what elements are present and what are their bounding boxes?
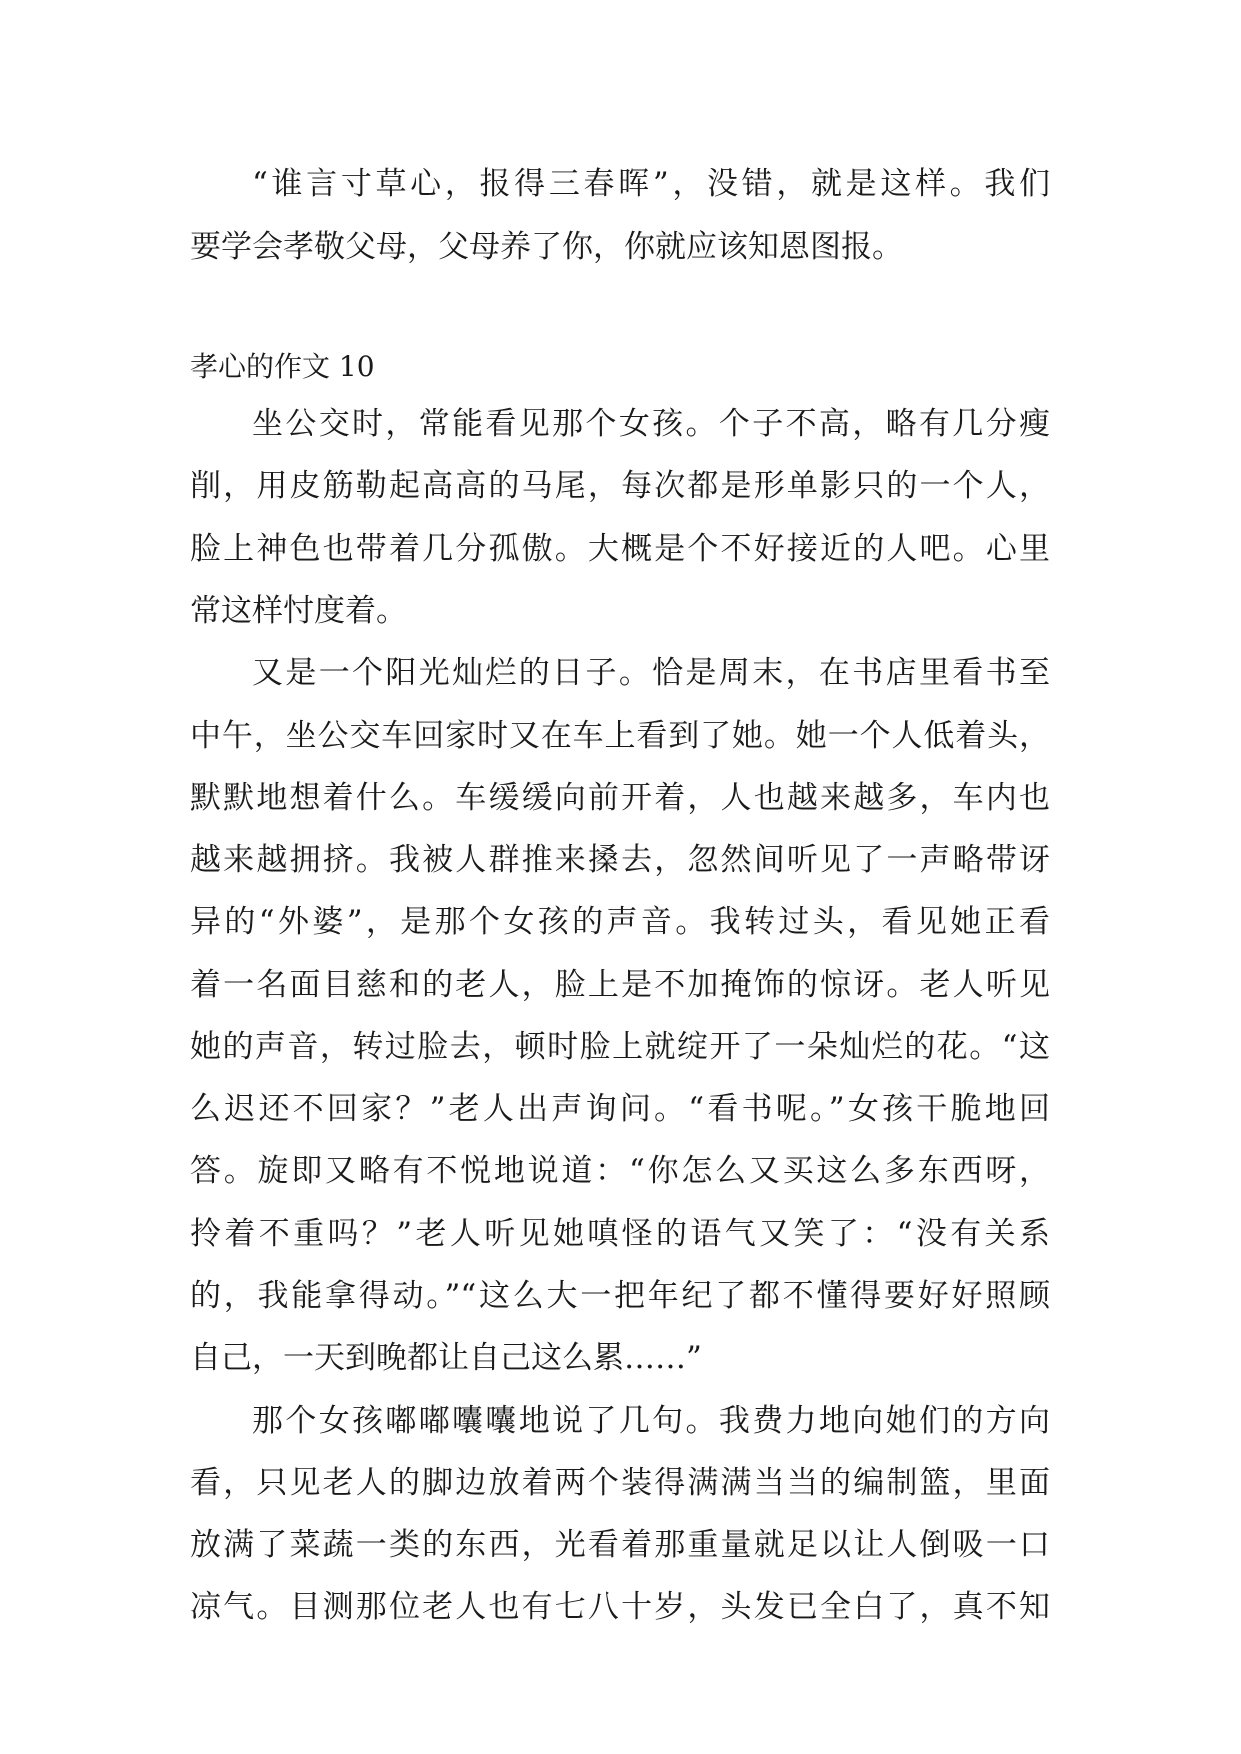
section-heading: 孝心的作文 10: [190, 350, 375, 383]
body-paragraph-2-line-5: 异的“外婆”，是那个女孩的声音。我转过头，看见她正看: [190, 904, 1050, 940]
body-paragraph-2-line-3: 默默地想着什么。车缓缓向前开着，人也越来越多，车内也: [190, 780, 1050, 816]
body-paragraph-1-line-2: 削，用皮筋勒起高高的马尾，每次都是形单影只的一个人，: [190, 468, 1050, 504]
body-paragraph-3-line-4: 凉气。目测那位老人也有七八十岁，头发已全白了，真不知: [190, 1589, 1050, 1625]
paragraph-1-line-2: 要学会孝敬父母，父母养了你，你就应该知恩图报。: [190, 229, 903, 265]
body-paragraph-1-line-1: 坐公交时，常能看见那个女孩。个子不高，略有几分瘦: [252, 406, 1050, 442]
body-paragraph-3-line-3: 放满了菜蔬一类的东西，光看着那重量就足以让人倒吸一口: [190, 1527, 1050, 1563]
body-paragraph-2-line-12: 自己，一天到晚都让自己这么累……”: [190, 1340, 702, 1376]
body-paragraph-2-line-11: 的，我能拿得动。”“这么大一把年纪了都不懂得要好好照顾: [190, 1278, 1050, 1314]
body-paragraph-1-line-3: 脸上神色也带着几分孤傲。大概是个不好接近的人吧。心里: [190, 531, 1050, 567]
body-paragraph-2-line-7: 她的声音，转过脸去，顿时脸上就绽开了一朵灿烂的花。“这: [190, 1029, 1050, 1065]
body-paragraph-2-line-6: 着一名面目慈和的老人，脸上是不加掩饰的惊讶。老人听见: [190, 967, 1050, 1003]
body-paragraph-2-line-9: 答。旋即又略有不悦地说道：“你怎么又买这么多东西呀，: [190, 1153, 1050, 1189]
body-paragraph-2-line-10: 拎着不重吗？”老人听见她嗔怪的语气又笑了：“没有关系: [190, 1216, 1050, 1252]
body-paragraph-1-line-4: 常这样忖度着。: [190, 593, 407, 629]
body-paragraph-2-line-1: 又是一个阳光灿烂的日子。恰是周末，在书店里看书至: [252, 655, 1050, 691]
body-paragraph-3-line-2: 看，只见老人的脚边放着两个装得满满当当的编制篮，里面: [190, 1465, 1050, 1501]
paragraph-1-line-1: “谁言寸草心，报得三春晖”，没错，就是这样。我们: [252, 166, 1050, 202]
body-paragraph-2-line-4: 越来越拥挤。我被人群推来搡去，忽然间听见了一声略带讶: [190, 842, 1050, 878]
body-paragraph-2-line-8: 么迟还不回家？”老人出声询问。“看书呢。”女孩干脆地回: [190, 1091, 1050, 1127]
body-paragraph-3-line-1: 那个女孩嘟嘟囔囔地说了几句。我费力地向她们的方向: [252, 1403, 1050, 1439]
body-paragraph-2-line-2: 中午，坐公交车回家时又在车上看到了她。她一个人低着头，: [190, 718, 1050, 754]
